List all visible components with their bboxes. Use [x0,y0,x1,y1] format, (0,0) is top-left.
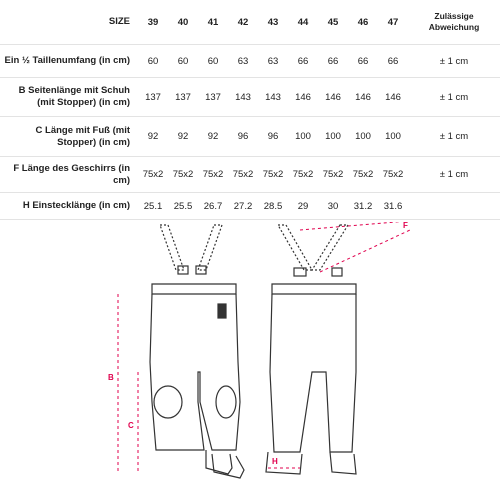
table-cell: 92 [168,117,198,157]
table-cell: 75x2 [288,157,318,193]
row-label [0,157,138,193]
back-chest [272,284,356,294]
row-label-line1: B Seitenlänge mit Schuh [18,85,130,96]
table-cell: 60 [198,45,228,78]
left-boot [206,450,232,474]
table-cell: 75x2 [198,157,228,193]
tolerance-cell: ± 1 cm [408,45,500,78]
size-col-header: 39 [138,0,168,45]
back-left-suspender [278,225,312,270]
row-label-line1: F Länge des Geschirrs (in [13,162,130,174]
row-label-line2: (mit Stopper) (in cm) [37,97,130,108]
table-cell: 66 [378,45,408,78]
size-col-header: 47 [378,0,408,45]
size-col-header: 45 [318,0,348,45]
back-buckle-right [332,268,342,276]
size-col-header: 42 [228,0,258,45]
left-suspender [160,225,184,270]
table-cell: 100 [348,117,378,157]
table-row [0,45,500,78]
size-col-header: 40 [168,0,198,45]
left-knee-pad [154,386,182,418]
table-cell: 75x2 [378,157,408,193]
table-cell: 75x2 [168,157,198,193]
row-label [0,78,138,117]
table-cell: 27.2 [228,193,258,220]
back-right-boot [330,452,356,474]
table-cell: 63 [258,45,288,78]
row-label [0,117,138,157]
table-cell: 146 [318,78,348,117]
table-cell: 60 [138,45,168,78]
table-cell: 75x2 [138,157,168,193]
front-view [150,225,244,478]
right-knee-pad [216,386,236,418]
table-cell: 143 [258,78,288,117]
row-label-line1: H Einstecklänge (in cm) [22,200,130,211]
dimension-f-label: F [403,222,408,230]
table-cell: 100 [318,117,348,157]
dimension-labels [108,222,408,466]
table-cell: 75x2 [258,157,288,193]
back-view [266,225,356,474]
tolerance-cell [408,193,500,220]
table-cell: 29 [288,193,318,220]
table-cell: 137 [168,78,198,117]
tolerance-header-line2: Abweichung [428,22,480,32]
table-cell: 75x2 [318,157,348,193]
table-cell: 25.1 [138,193,168,220]
table-cell: 92 [198,117,228,157]
table-cell: 75x2 [228,157,258,193]
table-cell: 26.7 [198,193,228,220]
table-cell: 66 [348,45,378,78]
table-cell: 146 [288,78,318,117]
table-row [0,157,500,193]
size-col-header: 41 [198,0,228,45]
table-cell: 28.5 [258,193,288,220]
row-label-line2: Stopper) (in cm) [57,136,130,148]
table-cell: 143 [228,78,258,117]
table-cell: 66 [288,45,318,78]
table-cell: 137 [138,78,168,117]
front-patch [218,304,226,318]
table-cell: 100 [288,117,318,157]
tolerance-cell: ± 1 cm [408,157,500,193]
row-label-line2: cm) [113,174,130,186]
row-label [0,193,138,220]
size-col-header: 44 [288,0,318,45]
dimension-b-label: B [108,373,114,382]
dimension-f-line [300,222,420,230]
header-row [0,0,500,45]
back-legs-outline [270,294,356,452]
size-header: SIZE [0,0,138,45]
tolerance-header-line1: Zulässige [434,11,474,21]
table-row [0,78,500,117]
back-right-suspender [312,225,348,270]
table-cell: 96 [258,117,288,157]
table-cell: 30 [318,193,348,220]
table-cell: 31.6 [378,193,408,220]
tolerance-cell: ± 1 cm [408,78,500,117]
table-cell: 66 [318,45,348,78]
size-chart-table [0,0,500,220]
row-label-line1: Ein ½ Taillenumfang (in cm) [4,55,130,66]
table-cell: 137 [198,78,228,117]
right-suspender [198,225,222,270]
dimension-h-label: H [272,457,278,466]
table-cell: 96 [228,117,258,157]
table-cell: 63 [228,45,258,78]
table-cell: 92 [138,117,168,157]
tolerance-cell: ± 1 cm [408,117,500,157]
table-cell: 100 [378,117,408,157]
row-label [0,45,138,78]
dimension-lines [118,222,420,474]
tolerance-header [408,0,500,45]
row-label-line1: C Länge mit Fuß (mit [35,124,130,136]
front-chest [152,284,236,294]
table-cell: 31.2 [348,193,378,220]
table-row [0,193,500,220]
table-row [0,117,500,157]
dimension-c-label: C [128,421,134,430]
size-col-header: 43 [258,0,288,45]
table-cell: 60 [168,45,198,78]
table-cell: 146 [378,78,408,117]
size-col-header: 46 [348,0,378,45]
wader-diagram [0,222,500,500]
table-cell: 25.5 [168,193,198,220]
table-cell: 75x2 [348,157,378,193]
table-cell: 146 [348,78,378,117]
